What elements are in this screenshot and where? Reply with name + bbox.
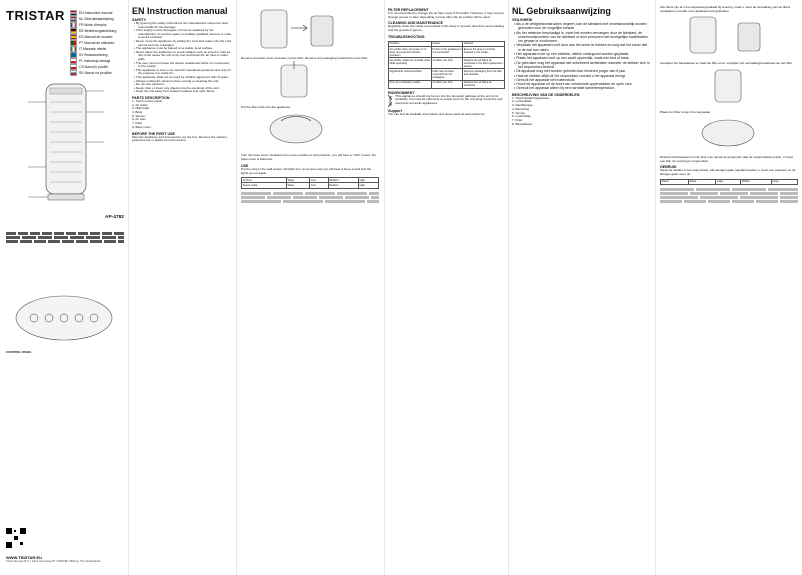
list-item: • Keep the unit away from heated surfaces and open flame.	[134, 89, 216, 94]
website-link[interactable]: WWW.TRISTAR.EU	[6, 555, 42, 560]
list-item: • Als u de veiligheidsinstructies negeert, kan de fabrikant niet verantwoordelijk worden gehouden voor de mogelijke schade.	[514, 22, 647, 31]
nl-use-heading: GEBRUIK	[660, 165, 677, 170]
table-row: Poor air purification quality Air filters are dirty Replace the air filters as instructed	[389, 80, 505, 88]
troubleshooting-column	[384, 0, 508, 575]
safety-heading: SAFETY	[132, 18, 147, 22]
language-item: DE Bedienungsanleitung	[70, 28, 126, 34]
list-item: • Als het netsnoer beschadigd is, moet het worden vervangen door de fabrikant, de onderhoudsmonteur van de fabrikant of door personen met soortgelijke kwalificaties om gevaar te voorkomen.	[514, 30, 648, 44]
table-header-row: Problem Cause Solution	[389, 41, 505, 46]
list-item: • Always unplug the device before moving or cleaning the unit.	[134, 78, 220, 83]
flag-icon	[70, 16, 77, 22]
language-item: FR Mode d'emploi	[70, 22, 126, 28]
list-item: • Het apparaat moet op een stabiele, vlakke ondergrond worden geplaatst.	[514, 52, 630, 57]
language-item: SK Návod na použitie	[70, 70, 126, 76]
en-title: EN Instruction manual	[132, 6, 228, 16]
language-item: EN Instruction manual	[70, 10, 126, 16]
table-row: Air purifier does not power on or does not respond to button operation Power to the appliance is not connected Ensure the plug is correctly inserted in the socket	[389, 47, 505, 58]
nl-parts-heading: BESCHRIJVING VAN DE ONDERDELEN	[512, 92, 580, 97]
list-item: • Haal de stekker altijd uit het stopcontact voordat u het apparaat reinigt.	[514, 73, 626, 78]
figure-step-1: Remove the base cover and take out the filter. Remove the packaging material from the filter.	[241, 56, 369, 60]
list-item: • By ignoring the safety instructions the manufacturer cannot be held responsible for the damage.	[134, 21, 228, 29]
table-row: Air purifier makes an unusual noise while operating Air filters are dirty Replace the air filters as instructed in the filter replacement section	[389, 58, 503, 68]
parts-item: 5. Sensor	[512, 110, 526, 115]
filter-insert-figure	[241, 61, 380, 101]
parts-diagram	[8, 72, 126, 212]
nl-safety-heading: VEILIGHEID	[512, 18, 533, 22]
flag-icon	[70, 28, 77, 34]
parts-item: 6. Luchtinlaat	[512, 114, 531, 119]
parts-item: 2. Luchtuitlaat	[512, 99, 532, 104]
nl-figure-step-2: Plaats het filter terug in het apparaat.	[660, 110, 711, 115]
use-text: Put the plug in the wall socket, all lights turn on at once and you will hear a beep sound and the lights go out again.	[241, 166, 372, 175]
parts-item: 8. Base cover	[132, 124, 151, 129]
cover-column	[0, 0, 128, 575]
list-item: • Houd het apparaat uit de buurt van verwarmde oppervlakken en open vuur.	[514, 82, 633, 87]
parts-item: 3. Nachtlampje	[512, 103, 533, 108]
safety-list	[132, 22, 232, 94]
flag-icon	[70, 64, 77, 70]
parts-heading: PARTS DESCRIPTION	[132, 95, 170, 100]
list-item: • Gebruik het apparaat alleen bij een normale kamertemperatuur.	[514, 86, 615, 91]
nl-filter-removal-figure	[660, 13, 799, 57]
parts-item: 7. Filter	[132, 121, 143, 126]
before-first-use-heading: BEFORE THE FIRST USE	[132, 131, 175, 136]
nl-base-cover-figure	[660, 115, 799, 151]
parts-item: 6. Air inlet	[132, 117, 146, 122]
model-number: AP-4782	[105, 215, 124, 220]
troubleshooting-table	[388, 41, 505, 89]
nl-figure-step-1: Verwijder het basisdeksel en haal het filter eruit. Verwijder het verpakkingsmateriaal van het filter.	[660, 61, 793, 66]
list-item: • This appliance shall not be used by children aged less than 8 years.	[134, 74, 229, 79]
nl-intro-text: Alle filters zijn al in het apparaat geplaatst bij levering, maar u moet de verpakking van de filters verwijderen voordat u het apparaat kunt gebruiken.	[660, 5, 791, 13]
figures-use-column	[236, 0, 383, 575]
table-row: Stand Slaap Laag Middel Hoog	[661, 179, 798, 184]
parts-item: 1. Touch-bedieningspaneel	[512, 95, 549, 100]
nl-figure-step-3: Draai het basisdeksel met de klok mee vanuit de geopende naar de vergrendelde positie. U hoort een klik, de opening is vergrendeld.	[660, 154, 794, 163]
language-item: IT Manuale utente	[70, 46, 126, 52]
table-row: Significantly reduced airflow Filter has not been removed from its packaging Remove packaging from the filter and reinstall	[389, 69, 505, 80]
figure-step-3: Turn the base cover clockwise from open position to lock position, you will hear a "click" sound, the base cover is fastened.	[241, 153, 377, 162]
flag-icon	[70, 46, 77, 52]
nl-title: NL Gebruiksaanwijzing	[512, 6, 611, 16]
filter-removal-figure	[241, 6, 380, 52]
control-panel-diagram	[12, 292, 116, 344]
list-item: • Dit apparaat mag niet worden gebruikt door kinderen jonger dan 8 jaar.	[514, 69, 626, 74]
troubleshooting-heading: TROUBLESHOOTING	[388, 34, 425, 39]
environment-heading: ENVIRONMENT	[388, 90, 415, 95]
parts-item: 7. Filter	[512, 117, 523, 122]
list-item: • De gebruiker mag het apparaat niet onbeheerd achterlaten wanneer de stekker zich in het stopcontact bevindt.	[514, 60, 650, 69]
list-item: • The user must not leave the device unattended while it is connected to the supply.	[134, 60, 229, 69]
base-cover-lock-figure	[241, 109, 380, 149]
cleaning-text: Regularly clean the inside and outside of the body to prevent dust from accumulating and the growth of germs.	[388, 24, 504, 33]
parts-item: 2. Air outlet	[132, 102, 148, 107]
language-item: SV Bruksanvisning	[70, 52, 126, 58]
en-safety-column	[128, 0, 235, 575]
language-item: PT Manual de utilizador	[70, 40, 126, 46]
cover-footer	[6, 528, 124, 564]
language-item: PL Instrukcja obsługi	[70, 58, 126, 64]
flag-icon	[70, 34, 77, 40]
parts-item: 4. Body	[132, 109, 143, 114]
speed-table	[241, 177, 379, 188]
flag-icon	[70, 58, 77, 64]
flag-icon	[70, 40, 77, 46]
before-first-use-text: Take the appliance and accessories out the box. Remove the stickers, protective foil or plastic from the device.	[132, 134, 228, 143]
figure-step-2: Put the filter back into the appliance.	[241, 104, 291, 109]
list-item: • The appliance must be placed on a stable, level surface.	[134, 46, 214, 51]
list-item: • Gebruik het apparaat niet buitenshuis.	[514, 77, 576, 82]
flag-icon	[70, 22, 77, 28]
cover-language-strip	[6, 232, 124, 243]
flag-icon	[70, 52, 77, 58]
company-address: Tristar Europe B.V. | Jules Verneweg 87 | 5015 BH Tilburg | The Netherlands	[6, 559, 101, 563]
language-list	[70, 10, 126, 76]
cleaning-heading: CLEANING AND MAINTENANCE	[388, 21, 443, 26]
parts-item: 4. Behuizing	[512, 106, 530, 111]
language-item: CS Návod k použití	[70, 64, 126, 70]
nl-speed-table	[660, 179, 798, 185]
list-item: • Plaats het apparaat nooit op een zacht oppervlak, zoals een bed of bank.	[514, 56, 630, 61]
parts-item: 1. Touch control panel	[132, 98, 163, 103]
parts-item: 5. Sensor	[132, 113, 146, 118]
nl-use-text: Steek de stekker in het stopcontact. Alle lampjes gaan tegelijk branden, u hoort een pieptoon en de lampjes gaan weer uit.	[660, 168, 796, 176]
recycle-bin-icon	[388, 95, 392, 107]
list-item: • This appliance is only to be used for household purposes and only for the purpose it is made for.	[134, 67, 231, 76]
list-item: • Never move the appliance by pulling the cord and make sure the cord cannot become entangled.	[134, 38, 232, 47]
environment-text: This appliance should not be put into the domestic garbage at the end of its durability, but must be offered at a central point for the recycling of electric and electronic domestic appliances.	[395, 93, 503, 106]
parts-item: 3. Night light	[132, 106, 150, 111]
nl-filter-insert-figure	[660, 66, 799, 106]
filter-replacement-text: It is recommended to change the air filter every 6-8 months. However, it may need to change sooner or later depending on how often the air purifier will be used.	[388, 11, 504, 19]
flag-icon	[70, 10, 77, 16]
nl-figures-column	[655, 0, 802, 575]
parts-item: 8. Basisdeksel	[512, 121, 532, 126]
table-row: Air Pure Sleep Low Medium High	[242, 178, 379, 183]
control-panel-label: CONTROL PANEL	[6, 350, 32, 354]
list-item: • If the supply cord is damaged, it must be replaced by the manufacturer, its service agent or similarly qualified persons in order to avoid a hazard.	[134, 28, 232, 40]
support-text: You can find all available information and spare parts at www.tristar.eu!	[388, 111, 485, 116]
table-row: Speed mode Sleep Low Medium High	[242, 183, 379, 188]
list-item: • Verplaats het apparaat nooit door aan het snoer te trekken en zorg dat het snoer niet in de war kan raken.	[514, 43, 648, 52]
list-item: • Never place the appliance on a soft surface such as a bed or sofa as this could cause the unit to tip over and block the air inlet or outlet grille.	[134, 49, 231, 61]
language-item: ES Manual de usuario	[70, 34, 126, 40]
support-heading: Support	[388, 108, 402, 113]
language-item: NL Gebruiksaanwijzing	[70, 16, 126, 22]
brand-logo: TRISTAR	[6, 8, 65, 23]
nl-safety-column	[508, 0, 654, 575]
list-item: • Never drop or insert any objects into the openings of the unit.	[134, 85, 220, 90]
filter-replacement-heading: FILTER REPLACEMENT	[388, 8, 429, 12]
list-item: • Do not use outdoors.	[134, 82, 165, 87]
qr-code-icon	[6, 528, 26, 548]
use-heading: USE	[241, 163, 249, 168]
